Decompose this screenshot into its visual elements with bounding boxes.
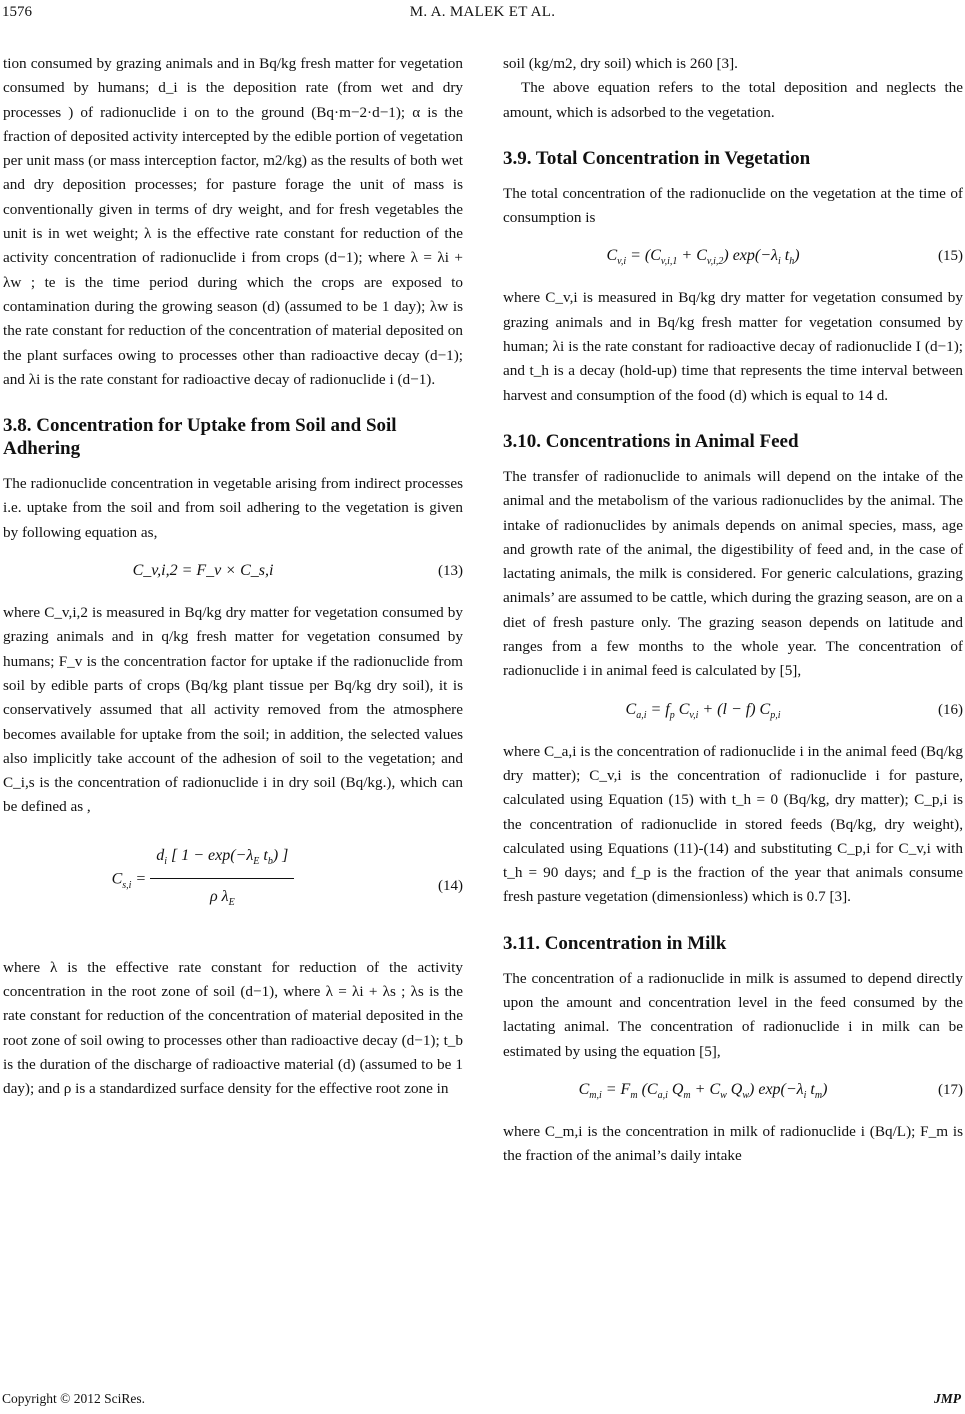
- page-number: 1576: [2, 4, 32, 20]
- equation-17: [503, 1070, 963, 1110]
- paragraph: where C_v,i is measured in Bq/kg dry matter for vegetation consumed by grazing animals and in Bq/kg fresh matter for vegetation consumed by human; λi is the rate constant for radioactive decay of radionuclide I (d−1); and t_h is a decay (hold-up) time that represents the time interval between harvest and consumption of the food (d) which is equal to 14 d.: [503, 289, 963, 404]
- paragraph: where C_a,i is the concentration of radionuclide i in the animal feed (Bq/kg dry matter); C_v,i is the concentration of radionuclide i for pasture, calculated using Equation (15) with t_h = 0 (Bq/kg, dry matter); C_p,i is the concentration of radionuclide in stored feeds (Bq/kg, dry weight), calculated using Equations (11)-(14) and substituting C_p,i for C_v,i with t_h = 90 days; and f_p is the fraction of the year that animals consume fresh pasture vegetation (dimensionless) which is 0.7 [3].: [503, 742, 963, 906]
- section-heading-3-10: 3.10. Concentrations in Animal Feed: [503, 430, 799, 452]
- equation-14-number: (14): [438, 877, 463, 894]
- equation-13-number: (13): [438, 563, 463, 580]
- paragraph: tion consumed by grazing animals and in Bq/kg fresh matter for vegetation consumed by humans; d_i is the deposition rate (from wet and dry processes ) of radionuclide i on to the ground (Bq·m−2·d−1); α is the fraction of deposited activity intercepted by the edible portion of vegetation per unit mass (or mass interception factor, m2/kg) as the results of both wet and dry deposition processes; for pasture forage the unit of mass is conventionally given in terms of dry weight, and for fresh vegetables the unit is in wet weight; λ is the effective rate constant for reduction of the activity concentration of radionuclide i from crops (d−1); where λ = λi + λw ; te is the time period during which the crops are exposed to contamination during the growing season (d) (assumed to be 1 day); λw is the rate constant for reduction of the concentration of material deposited on the plant surfaces owing to processes other than radioactive decay (d−1); and λi is the rate constant for radioactive decay of radionuclide i (d−1).: [3, 55, 463, 388]
- equation-15-body: $C_{v,i} = (C_{v,i,1} + C_{v,i,2})$ $\exp(-\lambda_i$ $t_h$): [606, 247, 800, 268]
- equation-16: [503, 690, 963, 730]
- page-header: [0, 4, 965, 26]
- equation-16-body: $C_{a,i} = f_p$ $C_{v,i} + (l - f)$ $C_{p,i}$: [625, 700, 781, 721]
- equation-16-number: (16): [938, 701, 963, 718]
- journal-abbrev: JMP: [934, 1391, 961, 1406]
- equation-15-number: (15): [938, 248, 963, 265]
- equation-15: [503, 236, 963, 276]
- section-heading-3-8: 3.8. Concentration for Uptake from Soil and Soil Adhering: [3, 415, 397, 460]
- copyright: Copyright © 2012 SciRes.: [2, 1391, 146, 1406]
- equation-17-number: (17): [938, 1081, 963, 1098]
- equation-13: [3, 551, 463, 591]
- section-heading-3-11: 3.11. Concentration in Milk: [503, 932, 727, 954]
- running-title: M. A. MALEK ET AL.: [409, 4, 556, 20]
- left-column: [3, 52, 463, 1102]
- paragraph: where C_v,i,2 is measured in Bq/kg dry matter for vegetation consumed by grazing animals and in q/kg fresh matter for vegetation consumed by humans; F_v is the concentration factor for uptake if the radionuclide from soil by edible parts of crops (Bq/kg plant tissue per Bq/kg dry soil), it is conservatively assumed that all activity removed from the atmosphere becomes available for uptake from the soil; in addition, the selected values also implicitly take account of the adhesion of soil to the vegetation; and C_i,s is the concentration of radionuclide i in dry soil (Bq/kg.), which can be defined as ,: [3, 604, 463, 816]
- section-heading-3-9: 3.9. Total Concentration in Vegetation: [503, 147, 811, 169]
- paragraph: The radionuclide concentration in vegetable arising from indirect processes i.e. uptake from the soil and from soil adhering to the vegetation is given by following equation as,: [3, 475, 463, 541]
- paragraph: where C_m,i is the concentration in milk of radionuclide i (Bq/L); F_m is the fraction of the animal’s daily intake: [503, 1122, 963, 1165]
- equation-13-body: C_v,i,2 = F_v × C_s,i: [132, 562, 274, 580]
- paragraph: The transfer of radionuclide to animals will depend on the intake of the animal and the metabolism of the various radionuclides by the animal. The intake of radionuclides by animals depends on animal species, mass, age and growth rate of the animal, the digestibility of feed and, in the case of lactating animals, the milk is considered. For generic calculations, grazing animals’ are assumed to be cattle, which during the grazing season, are on a diet of fresh pasture only. The grazing season depends on latitude and ranges from a few months to the whole year. The concentration of radionuclide i in animal feed is calculated by [5],: [503, 467, 963, 680]
- equation-14-fraction: $\frac{d_i [ 1 - \exp(-\lambda_E t_b) ]}{\rho \lambda_E}$: [150, 844, 294, 916]
- paragraph: The total concentration of the radionuclide on the vegetation at the time of consumption is: [503, 184, 963, 227]
- equation-14: [3, 826, 463, 946]
- equation-17-body: $C_{m,i} = F_m$ ($C_{a,i}$ $Q_m + C_w$ $Q_w$) $\exp(-\lambda_i$ $t_m$): [578, 1080, 828, 1102]
- paragraph: soil (kg/m2, dry soil) which is 260 [3].: [503, 55, 738, 72]
- paragraph: The above equation refers to the total deposition and neglects the amount, which is adsorbed to the vegetation.: [503, 79, 963, 121]
- right-column: [503, 52, 963, 1169]
- equation-14-body: $C_{s,i}$ = $\frac{d_i [ 1 - \exp(-\lambda_E t_b) ]}{\rho \lambda_E}$: [3, 844, 403, 916]
- paragraph: where λ is the effective rate constant for reduction of the activity concentration in the root zone of soil (d−1), where λ = λi + λs ; λs is the rate constant for reduction of the concentration of material deposited in the root zone of soil owing to processes other than radioactive decay (d−1); t_b is the duration of the discharge of radioactive material (d) (assumed to be 1 day); and ρ is a standardized surface density for the effective root zone in: [3, 958, 463, 1098]
- paragraph: The concentration of a radionuclide in milk is assumed to depend directly upon the amount and concentration level in the feed consumed by the lactating animal. The concentration of radionuclide i in milk can be estimated by using the equation [5],: [503, 969, 963, 1060]
